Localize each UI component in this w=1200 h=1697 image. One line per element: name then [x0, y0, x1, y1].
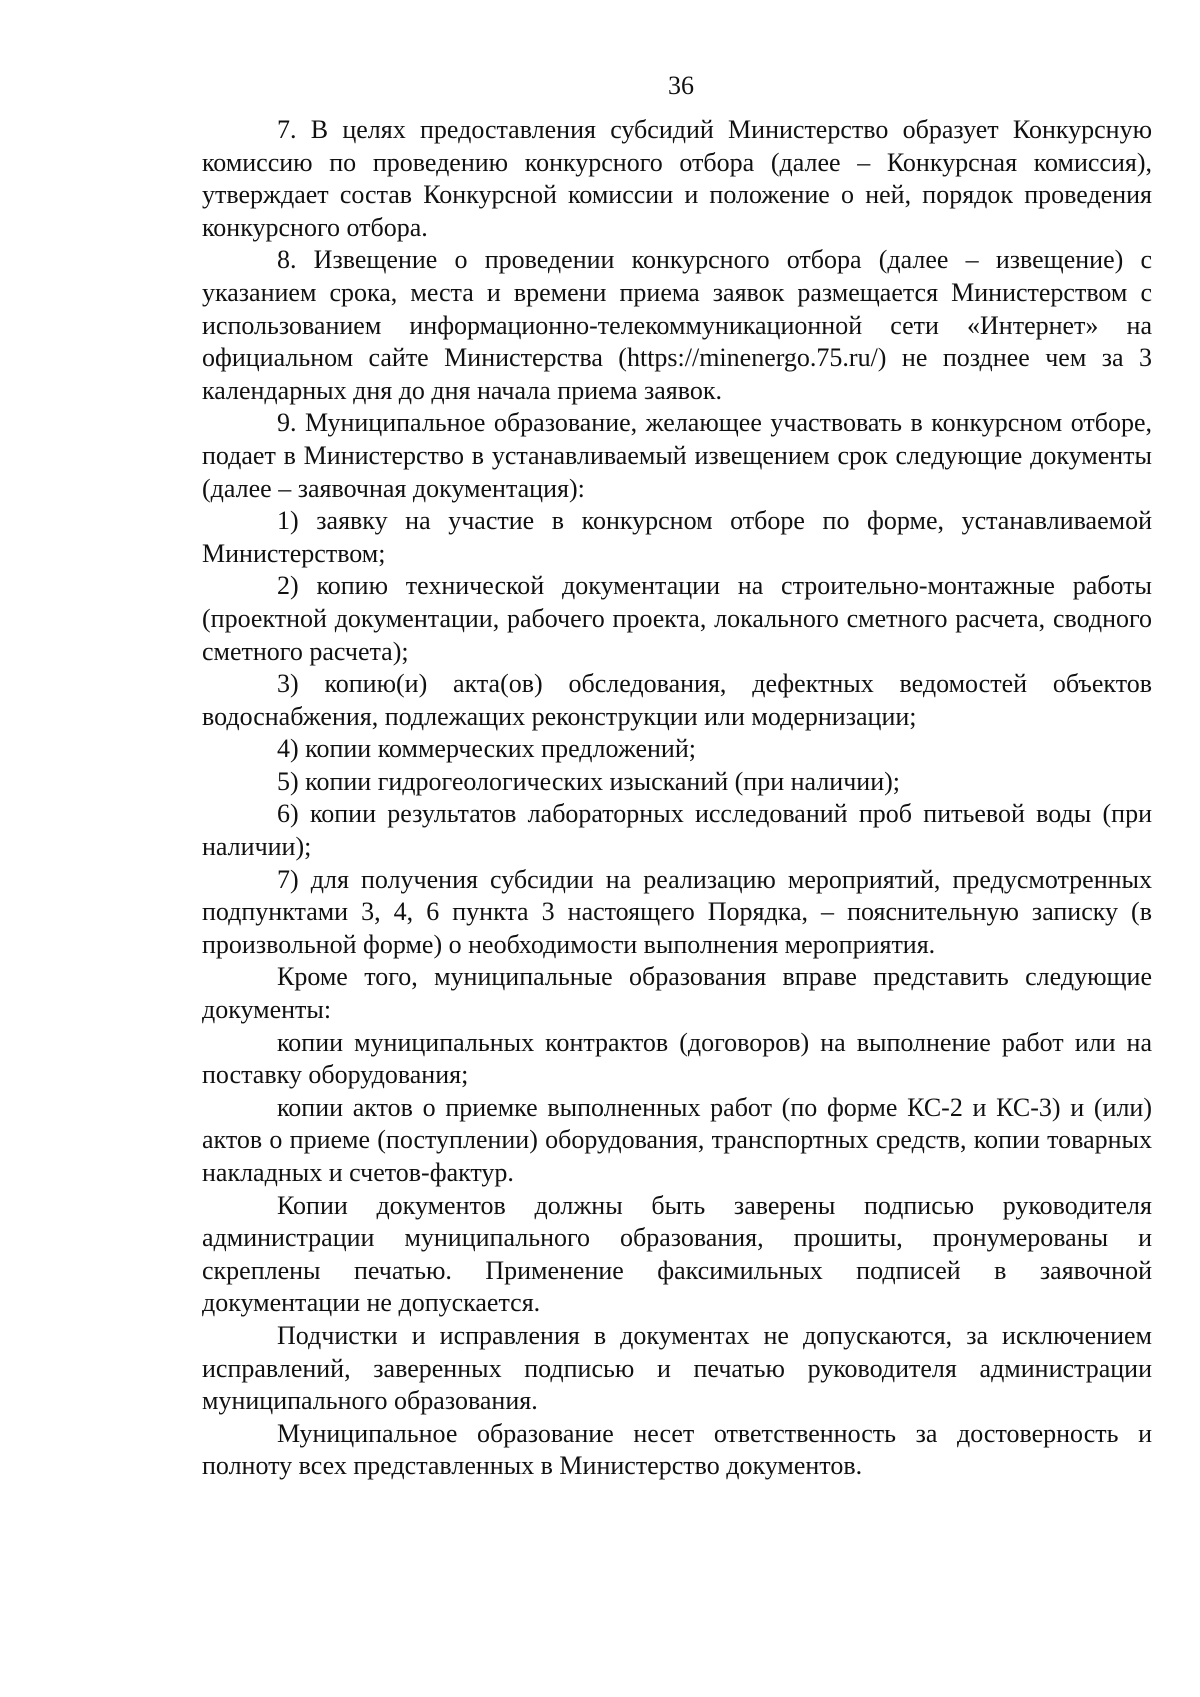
page-number: 36: [668, 71, 694, 100]
list-item-7: 7) для получения субсидии на реализацию мероприятий, предусмотренных подпунктами 3, 4, 6 пункта 3 настоящего Порядка, – пояснительную записку (в произвольной форме) о необходимости выполнения мероприятия.: [202, 864, 1152, 959]
responsibility-statement: Муниципальное образование несет ответственность за достоверность и полноту всех представленных в Министерство документов.: [202, 1418, 1152, 1481]
list-item-2: 2) копию технической документации на строительно-монтажные работы (проектной документации, рабочего проекта, локального сметного расчета, сводного сметного расчета);: [202, 571, 1152, 666]
list-item-6: 6) копии результатов лабораторных исследований проб питьевой воды (при наличии);: [202, 799, 1152, 862]
paragraph-7: 7. В целях предоставления субсидий Министерство образует Конкурсную комиссию по проведению конкурсного отбора (далее – Конкурсная комиссия), утверждает состав Конкурсной комиссии и положение о ней, порядок проведения конкурсного отбора.: [202, 115, 1152, 242]
list-item-3: 3) копию(и) акта(ов) обследования, дефектных ведомостей объектов водоснабжения, подлежащих реконструкции или модернизации;: [202, 669, 1152, 731]
optional-document-acts: копии актов о приемке выполненных работ (по форме КС-2 и КС-3) и (или) актов о приеме (поступлении) оборудования, транспортных средств, копии товарных накладных и счетов-фактур.: [202, 1092, 1152, 1187]
optional-documents-intro: Кроме того, муниципальные образования вправе представить следующие документы:: [202, 962, 1152, 1025]
corrections-rule: Подчистки и исправления в документах не допускаются, за исключением исправлений, заверенных подписью и печатью руководителя администрации муниципального образования.: [202, 1320, 1152, 1416]
certification-requirements: Копии документов должны быть заверены подписью руководителя администрации муниципального образования, прошиты, пронумерованы и скреплены печатью. Применение факсимильных подписей в заявочной документации не допускается.: [202, 1190, 1152, 1318]
document-body: [202, 114, 1152, 1483]
paragraph-8: 8. Извещение о проведении конкурсного отбора (далее – извещение) с указанием срока, места и времени приема заявок размещается Министерством с использованием информационно-телекоммуникационной сети «Интернет» на официальном сайте Министерства (https://minenergo.75.ru/) не позднее чем за 3 календарных дня до дня начала приема заявок.: [202, 245, 1152, 405]
list-item-5: 5) копии гидрогеологических изысканий (при наличии);: [277, 766, 900, 796]
optional-document-contracts: копии муниципальных контрактов (договоров) на выполнение работ или на поставку оборудования;: [202, 1027, 1152, 1090]
list-item-4: 4) копии коммерческих предложений;: [277, 734, 696, 764]
list-item-1: 1) заявку на участие в конкурсном отборе по форме, устанавливаемой Министерством;: [202, 506, 1152, 568]
paragraph-9: 9. Муниципальное образование, желающее участвовать в конкурсном отборе, подает в Министерство в устанавливаемый извещением срок следующие документы (далее – заявочная документация):: [202, 408, 1152, 503]
